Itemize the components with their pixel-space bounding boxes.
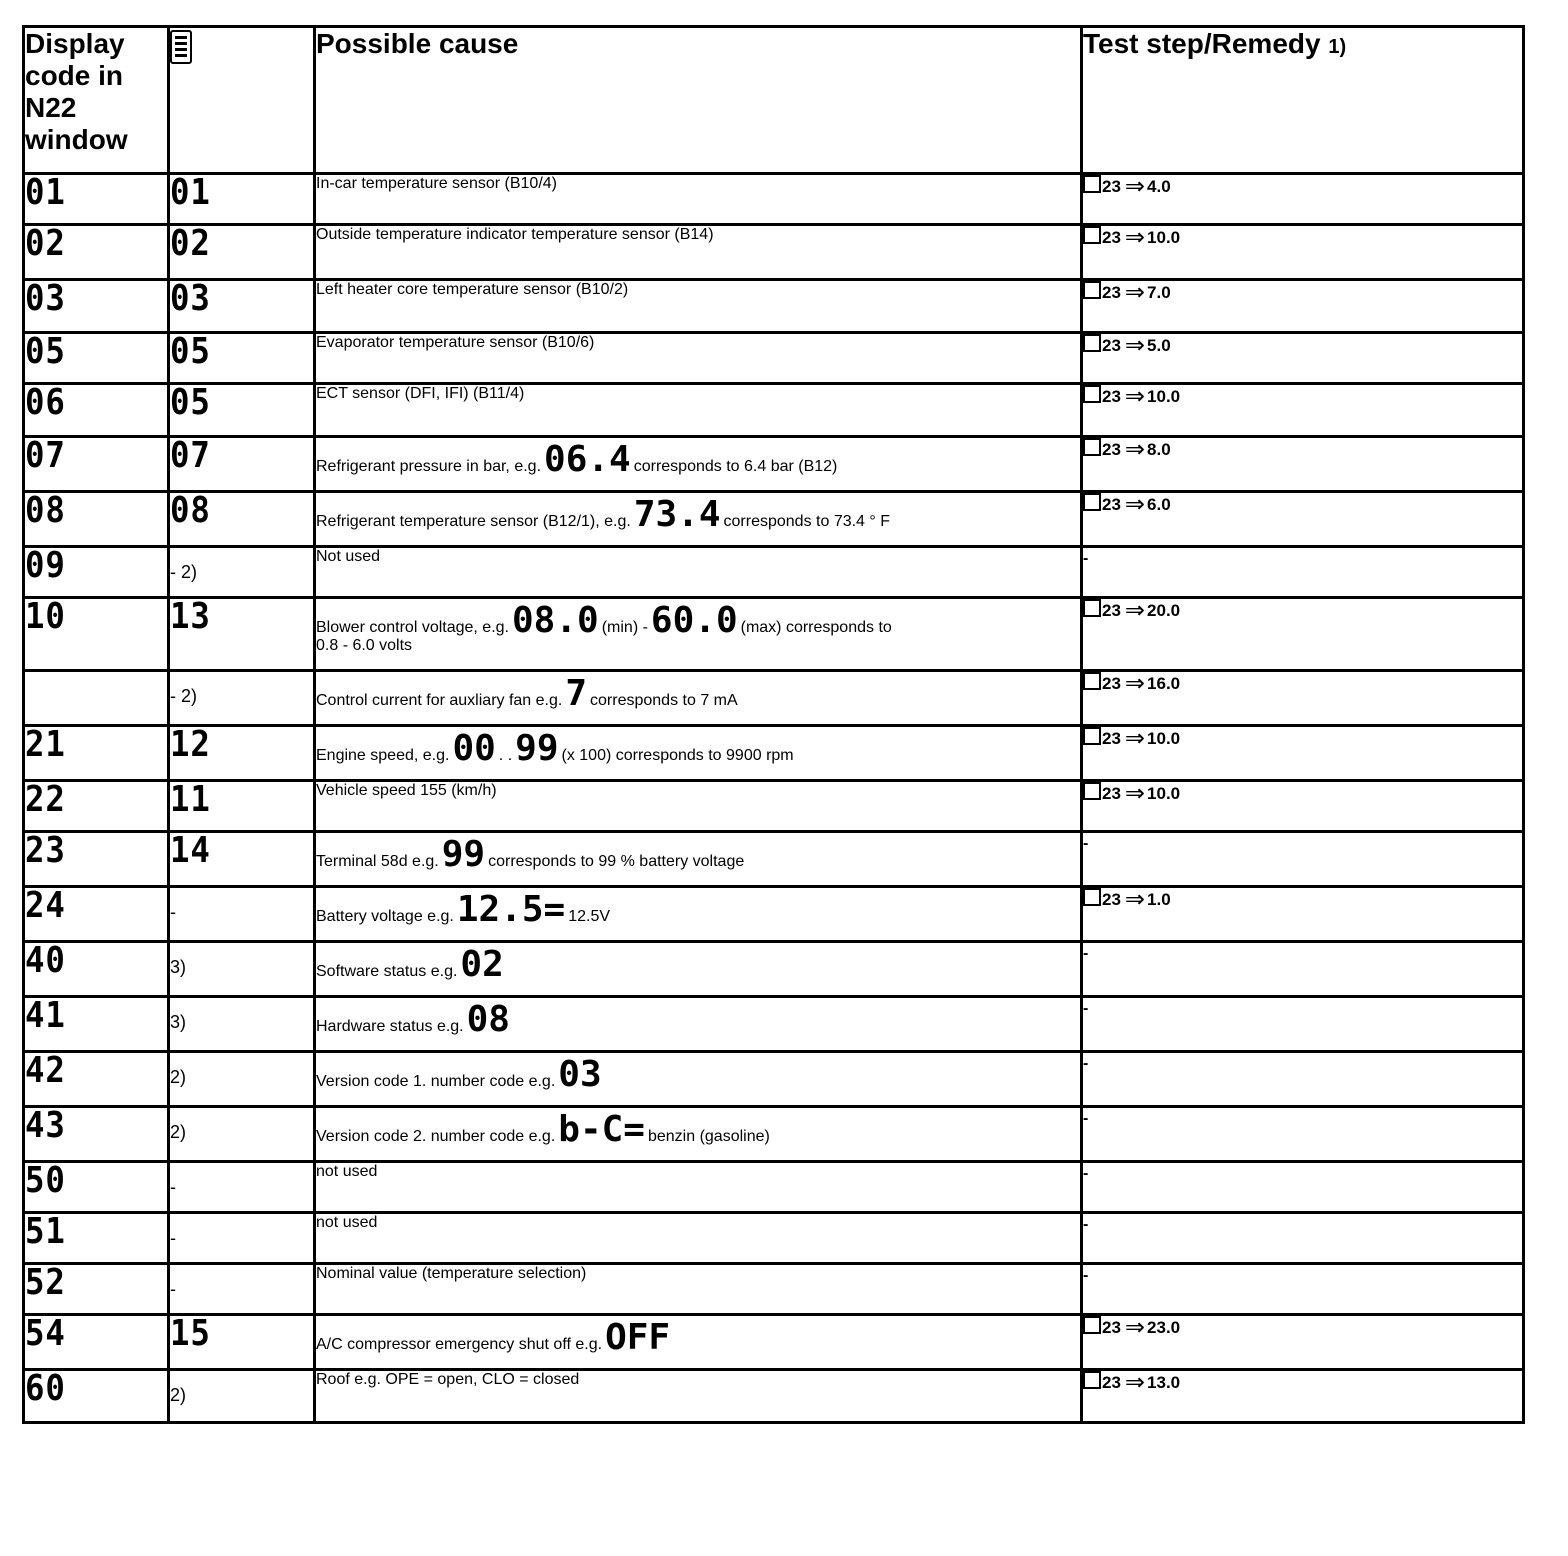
cause-line: [316, 889, 1080, 930]
cause-suffix: (x 100) corresponds to 9900 rpm: [561, 747, 794, 764]
cause-text: not used: [316, 1214, 378, 1231]
header-test-step: Test step/Remedy 1): [1082, 27, 1524, 174]
cause-prefix: Refrigerant temperature sensor (B12/1), e.g.: [316, 513, 631, 530]
display-code: 01: [25, 172, 66, 213]
tester-note: - 2): [170, 562, 197, 582]
possible-cause-cell: [315, 671, 1082, 726]
double-arrow-icon: ⇒: [1124, 383, 1146, 410]
table-row: [24, 887, 1524, 942]
tester-code: 08: [170, 490, 211, 531]
remedy-cell: [1082, 598, 1524, 671]
remedy-cell: [1082, 997, 1524, 1052]
display-code-cell: [24, 726, 169, 781]
cause-line: [316, 999, 1080, 1040]
double-arrow-icon: ⇒: [1124, 1314, 1146, 1341]
checkbox-icon: [1083, 782, 1101, 800]
remedy-step: 16.0: [1147, 674, 1181, 693]
cause-text: Not used: [316, 548, 381, 565]
cause-line: [316, 1109, 1080, 1150]
cause-prefix: A/C compressor emergency shut off e.g.: [316, 1336, 603, 1353]
remedy-cell: [1082, 1370, 1524, 1423]
remedy-step: 1.0: [1147, 890, 1171, 909]
cause-display-value: 00: [452, 728, 496, 769]
possible-cause-cell: [315, 997, 1082, 1052]
remedy-ref: 23: [1102, 1318, 1121, 1337]
cause-text: Vehicle speed 155 (km/h): [316, 782, 497, 799]
cause-suffix: (max) corresponds to: [740, 619, 892, 636]
display-code: 23: [25, 830, 66, 871]
tester-code-cell: [169, 1107, 315, 1162]
checkbox-icon: [1083, 1316, 1101, 1334]
tester-code-cell: [169, 598, 315, 671]
possible-cause-cell: [315, 333, 1082, 384]
tester-note: 2): [170, 1385, 187, 1405]
cause-suffix: corresponds to 73.4 ° F: [723, 513, 891, 530]
table-row: [24, 781, 1524, 832]
hand-tester-icon: [170, 30, 192, 64]
tester-code-cell: [169, 997, 315, 1052]
display-code-cell: [24, 598, 169, 671]
cause-display-value: 99: [441, 834, 486, 875]
cause-line: [316, 1317, 1080, 1358]
remedy-step: 10.0: [1147, 784, 1181, 803]
display-code: 09: [25, 545, 66, 586]
table-row: [24, 547, 1524, 598]
tester-note: 3): [170, 1012, 187, 1032]
checkbox-icon: [1083, 493, 1101, 511]
cause-line-2: 0.8 - 6.0 volts: [316, 637, 413, 654]
display-code-cell: [24, 384, 169, 437]
table-row: [24, 280, 1524, 333]
display-code: 54: [25, 1313, 66, 1354]
remedy-step: 23.0: [1147, 1318, 1181, 1337]
checkbox-icon: [1083, 727, 1101, 745]
table-row: [24, 726, 1524, 781]
remedy-step: 5.0: [1147, 336, 1171, 355]
display-code-cell: [24, 671, 169, 726]
table-row: [24, 1052, 1524, 1107]
double-arrow-icon: ⇒: [1124, 332, 1146, 359]
checkbox-icon: [1083, 888, 1101, 906]
tester-code: 03: [170, 278, 211, 319]
cause-line: [316, 1054, 1080, 1095]
table-row: [24, 1370, 1524, 1423]
tester-code-cell: [169, 1370, 315, 1423]
possible-cause-cell: [315, 437, 1082, 492]
display-code-cell: [24, 280, 169, 333]
tester-code: 05: [170, 331, 211, 372]
remedy-ref: 23: [1102, 387, 1121, 406]
display-code-cell: [24, 174, 169, 225]
remedy-ref: 23: [1102, 890, 1121, 909]
cause-prefix: Software status e.g.: [316, 963, 458, 980]
table-row: [24, 997, 1524, 1052]
remedy-ref: 23: [1102, 495, 1121, 514]
table-row: [24, 174, 1524, 225]
remedy-step: 6.0: [1147, 495, 1171, 514]
display-code-cell: [24, 1264, 169, 1315]
remedy-dash: -: [1083, 1165, 1089, 1182]
double-arrow-icon: ⇒: [1124, 886, 1146, 913]
possible-cause-cell: [315, 280, 1082, 333]
tester-code: 11: [170, 779, 211, 820]
possible-cause-cell: [315, 1162, 1082, 1213]
cause-line: [316, 834, 1080, 875]
table-row: [24, 832, 1524, 887]
remedy-cell: [1082, 942, 1524, 997]
double-arrow-icon: ⇒: [1124, 597, 1146, 624]
tester-code-cell: [169, 887, 315, 942]
cause-line: [316, 728, 1080, 769]
remedy-step: 20.0: [1147, 601, 1181, 620]
double-arrow-icon: ⇒: [1124, 670, 1146, 697]
table-row: [24, 1213, 1524, 1264]
display-code: 52: [25, 1262, 66, 1303]
cause-prefix: Control current for auxliary fan e.g.: [316, 692, 563, 709]
checkbox-icon: [1083, 281, 1101, 299]
display-code-cell: [24, 942, 169, 997]
tester-code: 01: [170, 172, 211, 213]
tester-code: 14: [170, 830, 211, 871]
remedy-ref: 23: [1102, 440, 1121, 459]
table-row: [24, 598, 1524, 671]
cause-prefix: Version code 2. number code e.g.: [316, 1128, 556, 1145]
remedy-ref: 23: [1102, 228, 1121, 247]
checkbox-icon: [1083, 334, 1101, 352]
tester-note: 2): [170, 1122, 187, 1142]
cause-display-value: 06.4: [544, 439, 631, 480]
possible-cause-cell: [315, 547, 1082, 598]
tester-code-cell: [169, 671, 315, 726]
possible-cause-cell: [315, 384, 1082, 437]
display-code-cell: [24, 1315, 169, 1370]
cause-suffix: corresponds to 99 % battery voltage: [488, 853, 745, 870]
display-code-cell: [24, 333, 169, 384]
cause-display-value: OFF: [605, 1317, 671, 1358]
tester-code: 07: [170, 435, 211, 476]
table-row: [24, 942, 1524, 997]
possible-cause-cell: [315, 1264, 1082, 1315]
table-row: [24, 225, 1524, 280]
cause-line: [316, 439, 1080, 480]
tester-code: 02: [170, 223, 211, 264]
table-row: [24, 333, 1524, 384]
display-code-cell: [24, 437, 169, 492]
remedy-step: 13.0: [1147, 1373, 1181, 1392]
tester-code-cell: [169, 492, 315, 547]
cause-display-value-2: 99: [515, 728, 559, 769]
tester-code-cell: [169, 1315, 315, 1370]
remedy-cell: [1082, 1162, 1524, 1213]
remedy-cell: [1082, 333, 1524, 384]
cause-display-value: b-C=: [558, 1109, 645, 1150]
display-code-cell: [24, 1162, 169, 1213]
table-row: [24, 671, 1524, 726]
possible-cause-cell: [315, 598, 1082, 671]
tester-code-cell: [169, 832, 315, 887]
remedy-cell: [1082, 832, 1524, 887]
header-display-code: Display code in N22 window: [24, 27, 169, 174]
tester-code: 12: [170, 724, 211, 765]
cause-suffix: benzin (gasoline): [647, 1128, 770, 1145]
remedy-cell: [1082, 1264, 1524, 1315]
cause-display-value: 12.5=: [456, 889, 566, 930]
checkbox-icon: [1083, 1371, 1101, 1389]
cause-suffix: 12.5V: [568, 908, 611, 925]
table-row: [24, 492, 1524, 547]
tester-code-cell: [169, 1213, 315, 1264]
remedy-cell: [1082, 280, 1524, 333]
cause-text: Roof e.g. OPE = open, CLO = closed: [316, 1371, 580, 1388]
tester-code-cell: [169, 781, 315, 832]
display-code: 60: [25, 1368, 66, 1409]
tester-code-cell: [169, 280, 315, 333]
remedy-cell: [1082, 225, 1524, 280]
remedy-dash: -: [1083, 945, 1089, 962]
diagnostic-code-table: [22, 25, 1525, 1424]
remedy-cell: [1082, 174, 1524, 225]
remedy-step: 10.0: [1147, 729, 1181, 748]
display-code-cell: [24, 997, 169, 1052]
table-row: [24, 437, 1524, 492]
display-code: 08: [25, 490, 66, 531]
possible-cause-cell: [315, 1213, 1082, 1264]
table-row: [24, 1107, 1524, 1162]
double-arrow-icon: ⇒: [1124, 224, 1146, 251]
tester-code: 13: [170, 596, 211, 637]
remedy-dash: -: [1083, 1055, 1089, 1072]
tester-code-cell: [169, 333, 315, 384]
display-code-cell: [24, 887, 169, 942]
cause-text: Outside temperature indicator temperature sensor (B14): [316, 226, 714, 243]
cause-prefix: Version code 1. number code e.g.: [316, 1073, 556, 1090]
cause-prefix: Hardware status e.g.: [316, 1018, 464, 1035]
cause-line: [316, 944, 1080, 985]
display-code: 05: [25, 331, 66, 372]
double-arrow-icon: ⇒: [1124, 491, 1146, 518]
tester-code-cell: [169, 547, 315, 598]
cause-prefix: Battery voltage e.g.: [316, 908, 454, 925]
tester-note: -: [170, 1279, 176, 1299]
tester-code-cell: [169, 225, 315, 280]
tester-note: - 2): [170, 686, 197, 706]
tester-code-cell: [169, 1052, 315, 1107]
display-code-cell: [24, 547, 169, 598]
remedy-cell: [1082, 781, 1524, 832]
remedy-ref: 23: [1102, 784, 1121, 803]
double-arrow-icon: ⇒: [1124, 1369, 1146, 1396]
possible-cause-cell: [315, 887, 1082, 942]
display-code: 21: [25, 724, 66, 765]
cause-suffix: corresponds to 7 mA: [590, 692, 738, 709]
display-code: 10: [25, 596, 66, 637]
possible-cause-cell: [315, 1315, 1082, 1370]
display-code-cell: [24, 1370, 169, 1423]
possible-cause-cell: [315, 174, 1082, 225]
remedy-cell: [1082, 384, 1524, 437]
cause-display-value-2: 60.0: [650, 600, 738, 641]
remedy-step: 4.0: [1147, 177, 1171, 196]
cause-text: Evaporator temperature sensor (B10/6): [316, 334, 595, 351]
remedy-cell: [1082, 492, 1524, 547]
double-arrow-icon: ⇒: [1124, 436, 1146, 463]
tester-code-cell: [169, 726, 315, 781]
cause-suffix: corresponds to 6.4 bar (B12): [633, 458, 838, 475]
display-code-cell: [24, 781, 169, 832]
header-row: [24, 27, 1524, 174]
possible-cause-cell: [315, 225, 1082, 280]
remedy-step: 10.0: [1147, 228, 1181, 247]
remedy-cell: [1082, 887, 1524, 942]
tester-code-cell: [169, 384, 315, 437]
remedy-ref: 23: [1102, 729, 1121, 748]
display-code-cell: [24, 832, 169, 887]
header-tester-icon-cell: [169, 27, 315, 174]
possible-cause-cell: [315, 781, 1082, 832]
tester-code-cell: [169, 1264, 315, 1315]
display-code: 22: [25, 779, 66, 820]
cause-text: Nominal value (temperature selection): [316, 1265, 587, 1282]
table-row: [24, 384, 1524, 437]
cause-line: [316, 673, 1080, 714]
cause-display-value: 73.4: [633, 494, 721, 535]
tester-note: -: [170, 902, 176, 922]
tester-code-cell: [169, 437, 315, 492]
cause-prefix: Refrigerant pressure in bar, e.g.: [316, 458, 542, 475]
cause-display-value: 7: [565, 673, 588, 714]
checkbox-icon: [1083, 175, 1101, 193]
remedy-step: 8.0: [1147, 440, 1171, 459]
remedy-cell: [1082, 1213, 1524, 1264]
remedy-dash: -: [1083, 1000, 1089, 1017]
possible-cause-cell: [315, 726, 1082, 781]
checkbox-icon: [1083, 599, 1101, 617]
display-code-cell: [24, 492, 169, 547]
remedy-dash: -: [1083, 550, 1089, 567]
display-code-cell: [24, 1107, 169, 1162]
checkbox-icon: [1083, 438, 1101, 456]
display-code: 50: [25, 1160, 66, 1201]
cause-text: ECT sensor (DFI, IFI) (B11/4): [316, 385, 525, 402]
tester-note: 3): [170, 957, 187, 977]
table-row: [24, 1315, 1524, 1370]
possible-cause-cell: [315, 942, 1082, 997]
cause-display-value: 08.0: [512, 600, 599, 641]
cause-display-value: 08: [466, 999, 510, 1040]
remedy-step: 10.0: [1147, 387, 1181, 406]
display-code: 03: [25, 278, 66, 319]
possible-cause-cell: [315, 492, 1082, 547]
display-code: 24: [25, 885, 66, 926]
display-code: 07: [25, 435, 66, 476]
display-code-cell: [24, 1052, 169, 1107]
tester-code: 15: [170, 1313, 211, 1354]
cause-text: not used: [316, 1163, 378, 1180]
remedy-cell: [1082, 1052, 1524, 1107]
possible-cause-cell: [315, 1107, 1082, 1162]
tester-note: -: [170, 1228, 176, 1248]
cause-text: Left heater core temperature sensor (B10/2): [316, 281, 629, 298]
remedy-ref: 23: [1102, 1373, 1121, 1392]
double-arrow-icon: ⇒: [1124, 173, 1146, 200]
double-arrow-icon: ⇒: [1124, 780, 1146, 807]
remedy-dash: -: [1083, 835, 1089, 852]
double-arrow-icon: ⇒: [1124, 725, 1146, 752]
cause-line: [316, 600, 1080, 641]
possible-cause-cell: [315, 832, 1082, 887]
remedy-cell: [1082, 1315, 1524, 1370]
remedy-cell: [1082, 547, 1524, 598]
checkbox-icon: [1083, 385, 1101, 403]
remedy-step: 7.0: [1147, 283, 1171, 302]
cause-mid: . .: [498, 747, 513, 764]
remedy-cell: [1082, 726, 1524, 781]
tester-note: 2): [170, 1067, 187, 1087]
checkbox-icon: [1083, 226, 1101, 244]
remedy-dash: -: [1083, 1267, 1089, 1284]
remedy-dash: -: [1083, 1216, 1089, 1233]
remedy-cell: [1082, 437, 1524, 492]
cause-mid: (min) -: [601, 619, 648, 636]
remedy-ref: 23: [1102, 177, 1121, 196]
display-code: 06: [25, 382, 66, 423]
remedy-cell: [1082, 1107, 1524, 1162]
checkbox-icon: [1083, 672, 1101, 690]
display-code: 51: [25, 1211, 66, 1252]
remedy-ref: 23: [1102, 601, 1121, 620]
tester-note: -: [170, 1177, 176, 1197]
header-possible-cause: Possible cause: [315, 27, 1082, 174]
remedy-dash: -: [1083, 1110, 1089, 1127]
tester-code-cell: [169, 1162, 315, 1213]
table-row: [24, 1264, 1524, 1315]
display-code-cell: [24, 225, 169, 280]
tester-code-cell: [169, 942, 315, 997]
display-code-cell: [24, 1213, 169, 1264]
display-code: 42: [25, 1050, 66, 1091]
display-code: 40: [25, 940, 66, 981]
cause-prefix: Blower control voltage, e.g.: [316, 619, 509, 636]
tester-code: 05: [170, 382, 211, 423]
double-arrow-icon: ⇒: [1124, 279, 1146, 306]
possible-cause-cell: [315, 1052, 1082, 1107]
display-code: 41: [25, 995, 66, 1036]
table-row: [24, 1162, 1524, 1213]
remedy-ref: 23: [1102, 674, 1121, 693]
remedy-cell: [1082, 671, 1524, 726]
tester-code-cell: [169, 174, 315, 225]
display-code: 43: [25, 1105, 66, 1146]
remedy-ref: 23: [1102, 283, 1121, 302]
cause-display-value: 02: [460, 944, 504, 985]
cause-prefix: Engine speed, e.g.: [316, 747, 450, 764]
possible-cause-cell: [315, 1370, 1082, 1423]
cause-line: [316, 494, 1080, 535]
cause-display-value: 03: [558, 1054, 602, 1095]
remedy-ref: 23: [1102, 336, 1121, 355]
cause-prefix: Terminal 58d e.g.: [316, 853, 439, 870]
display-code: 02: [25, 223, 66, 264]
cause-text: In-car temperature sensor (B10/4): [316, 175, 557, 192]
